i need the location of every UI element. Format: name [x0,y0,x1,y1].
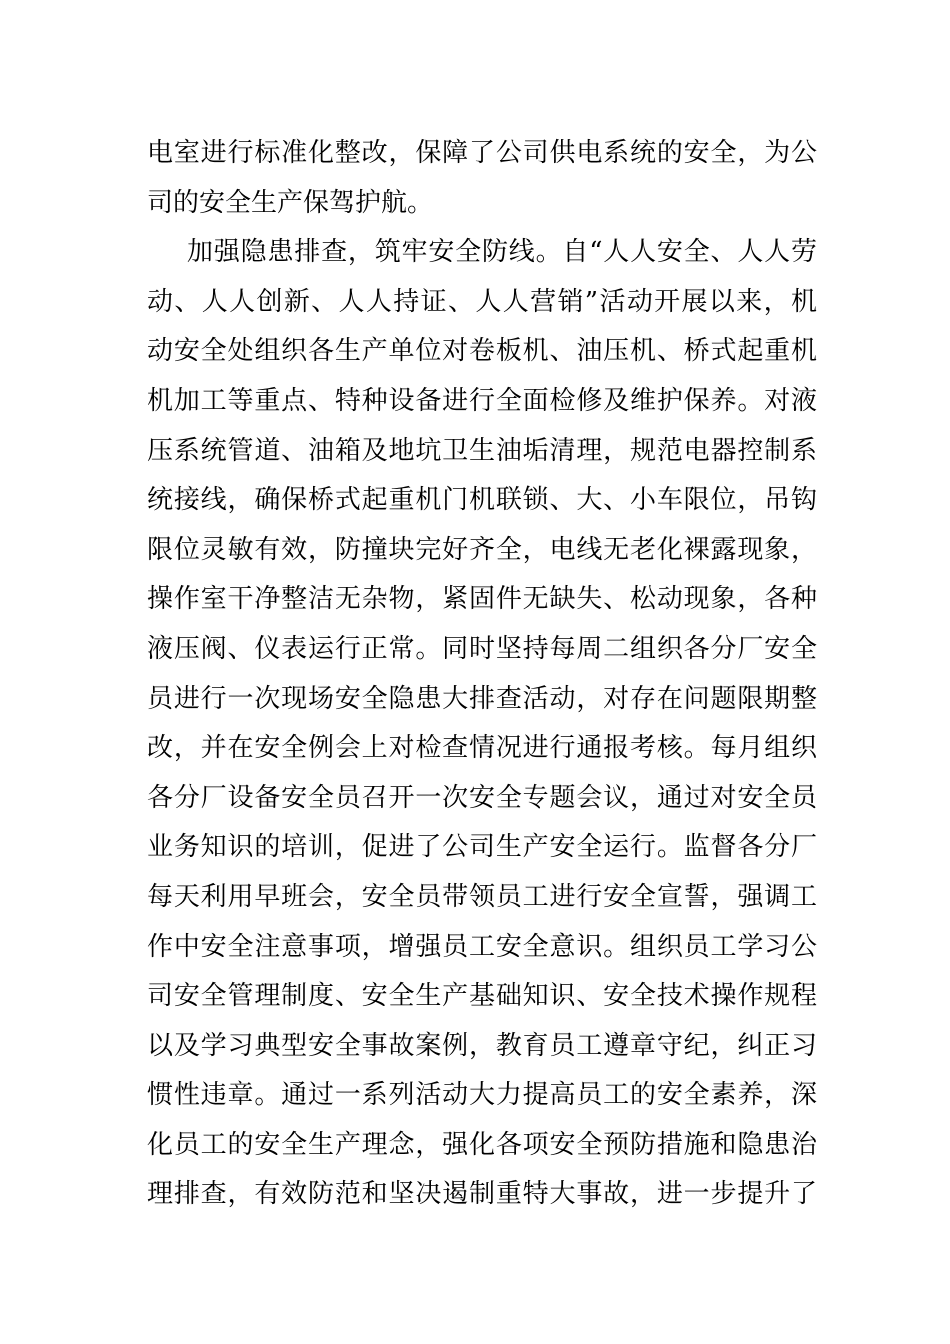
text-line: 员进行一次现场安全隐患大排查活动，对存在问题限期整 [147,683,817,714]
document-body [147,129,817,1220]
text-line: 惯性违章。通过一系列活动大力提高员工的安全素养，深 [147,1080,817,1111]
text-line: 操作室干净整洁无杂物，紧固件无缺失、松动现象，各种 [147,584,817,615]
text-line: 限位灵敏有效，防撞块完好齐全，电线无老化裸露现象， [147,534,817,565]
text-line: 司安全管理制度、安全生产基础知识、安全技术操作规程 [147,981,817,1012]
text-line: 作中安全注意事项，增强员工安全意识。组织员工学习公 [147,931,817,962]
text-line: 司的安全生产保驾护航。 [147,187,434,218]
text-line: 动、人人创新、人人持证、人人营销”活动开展以来，机 [147,286,817,317]
text-line: 化员工的安全生产理念，强化各项安全预防措施和隐患治 [147,1129,817,1160]
text-line: 每天利用早班会，安全员带领员工进行安全宣誓，强调工 [147,881,817,912]
text-line: 各分厂设备安全员召开一次安全专题会议，通过对安全员 [147,782,817,813]
text-line: 机加工等重点、特种设备进行全面检修及维护保养。对液 [147,385,817,416]
text-line: 以及学习典型安全事故案例，教育员工遵章守纪，纠正习 [147,1030,817,1061]
text-line: 统接线，确保桥式起重机门机联锁、大、小车限位，吊钩 [147,485,817,516]
paragraph [147,228,817,1220]
text-line: 液压阀、仪表运行正常。同时坚持每周二组织各分厂安全 [147,633,817,664]
text-line: 业务知识的培训，促进了公司生产安全运行。监督各分厂 [147,832,817,863]
text-line: 加强隐患排查，筑牢安全防线。自“人人安全、人人劳 [187,237,817,268]
text-line: 电室进行标准化整改，保障了公司供电系统的安全，为公 [147,138,817,168]
text-line: 动安全处组织各生产单位对卷板机、油压机、桥式起重机 [147,336,817,367]
text-line: 理排查，有效防范和坚决遏制重特大事故，进一步提升了 [147,1179,817,1210]
paragraph [147,129,817,228]
text-line: 压系统管道、油箱及地坑卫生油垢清理，规范电器控制系 [147,435,817,466]
text-line: 改，并在安全例会上对检查情况进行通报考核。每月组织 [147,733,817,764]
